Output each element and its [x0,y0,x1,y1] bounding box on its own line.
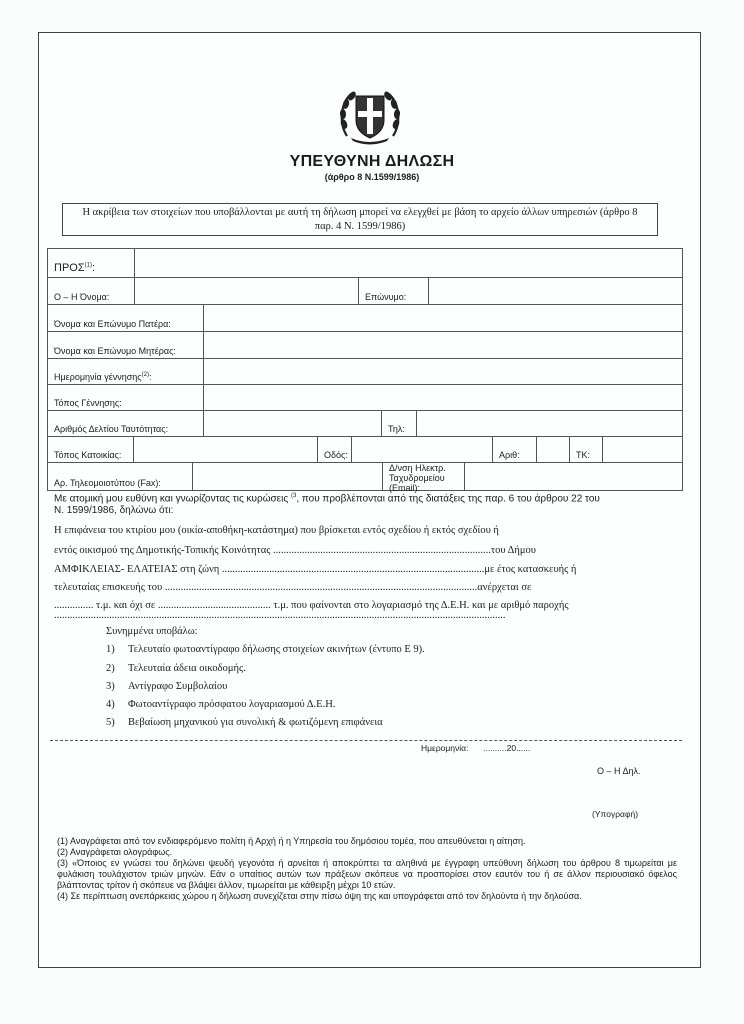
number-field[interactable] [536,436,570,463]
number-label: Αριθ: [499,450,520,460]
email-field[interactable] [464,462,683,491]
footnote-1: (1) Αναγράφεται από τον ενδιαφερόμενο πολίτη ή Αρχή ή η Υπηρεσία του δημόσιου τομέα, που απευθύνεται η αίτηση. [57,836,526,846]
birthplace-field[interactable] [203,384,683,411]
declaration-line: Η επιφάνεια του κτιρίου μου (οικία-αποθήκη-κατάστημα) που βρίσκεται εντός σχεδίου ή εκτός σχεδίου ή [54,525,499,536]
date-field[interactable]: ..........20...... [483,743,531,753]
verification-notice [62,203,658,236]
footnotes [57,836,677,902]
email-label: Δ/νση Ηλεκτρ. Ταχυδρομείου (Email): [389,463,446,493]
surname-label-cell [358,277,429,305]
declaration-line[interactable]: ΑΜΦΙΚΛΕΙΑΣ- ΕΛΑΤΕΙΑΣ στη ζώνη ....................................................................................................με έτος κατασκευής ή [54,564,577,575]
dashed-divider [50,740,682,741]
street-label-cell [317,436,352,463]
name-field[interactable] [134,277,359,305]
residence-field[interactable] [133,436,318,463]
postcode-label-cell [569,436,603,463]
declaration-line[interactable]: τελευταίας επισκευής του .......................................................................................................................ανέρχεται σε [54,582,532,593]
greek-coat-of-arms-icon [337,86,403,146]
attachment-item: 3) Αντίγραφο Συμβολαίου [106,681,228,692]
footnote-4: (4) Σε περίπτωση ανεπάρκειας χώρου η δήλωση συνεχίζεται στην πίσω όψη της και υπογράφεται από τον δηλούντα ή την δηλούσα. [57,891,582,901]
father-label: Όνομα και Επώνυμο Πατέρα: [54,319,171,329]
footnote-2: (2) Αναγράφεται ολογράφως. [57,847,173,857]
street-field[interactable] [351,436,493,463]
notice-line-2: παρ. 4 Ν. 1599/1986) [314,221,406,232]
father-field[interactable] [203,304,683,332]
declaration-line[interactable]: εντός οικισμού της Δημοτικής-Τοπικής Κοινότητας ...................................................................................του Δήμου [54,545,536,556]
birthplace-label-cell [47,384,204,411]
footnote-3: (3) «Όποιος εν γνώσει του δηλώνει ψευδή γεγονότα ή αρνείται ή αποκρύπτει τα αληθινά με έγγραφη υπεύθυνη δήλωση του άρθρου 8 τιμωρείται με φυλάκιση τουλάχιστον τριών μηνών. Εάν ο υπαίτιος αυτών των πράξεων σκόπευε να προσπορίσει στον εαυτόν του ή σε άλλον περιουσιακό όφελος βλάπτοντας τρίτον ή σκόπευε να βλάψει άλλον, τιμωρείται με κάθειρξη μέχρι 10 ετών. [57,858,677,890]
residence-label-cell [47,436,134,463]
fax-field[interactable] [192,462,383,491]
mother-label: Όνομα και Επώνυμο Μητέρας: [54,346,176,356]
surname-field[interactable] [428,277,683,305]
attachment-item: 4) Φωτοαντίγραφο πρόσφατου λογαριασμού Δ.Ε.Η. [106,699,336,710]
phone-label-cell [381,410,417,437]
id-field[interactable] [203,410,382,437]
fax-label: Αρ. Τηλεομοιοτύπου (Fax): [54,478,161,488]
pros-label-cell [47,248,135,278]
postcode-field[interactable] [602,436,683,463]
name-label-cell [47,277,135,305]
page-title: ΥΠΕΥΘΥΝΗ ΔΗΛΩΣΗ [289,153,455,170]
surname-label: Επώνυμο: [365,292,407,302]
attachment-item: 5) Βεβαίωση μηχανικού για συνολική & φωτιζόμενη επιφάνεια [106,717,383,728]
birthdate-field[interactable] [203,358,683,385]
attachment-item: 1) Τελευταίο φωτοαντίγραφο δήλωσης στοιχείων ακινήτων (έντυπο Ε 9). [106,644,425,655]
birthdate-label: Ημερομηνία γέννησης$^{(2)}$: [54,372,152,382]
fax-label-cell [47,462,193,491]
declaration-line[interactable]: ............... τ.μ. και όχι σε ........................................... τ.μ. που φαίνονται στο λογαριασμό της Δ.Ε.Η. και με αριθμό παροχής [54,600,569,611]
attachment-item: 2) Τελευταία άδεια οικοδομής. [106,663,246,674]
declaration-intro: Με ατομική μου ευθύνη και γνωρίζοντας τις κυρώσεις $^{(3}$, που προβλέπονται από της διατάξεις της παρ. 6 του άρθρου 22 του Ν. 1599/1986, δηλώνω ότι: [54,493,600,517]
mother-field[interactable] [203,331,683,359]
notice-line-1: Η ακρίβεια των στοιχείων που υποβάλλονται με αυτή τη δήλωση μπορεί να ελεγχθεί με βάση το αρχείο άλλων υπηρεσιών (άρθρο 8 [82,207,638,218]
street-label: Οδός: [324,450,348,460]
id-label: Αριθμός Δελτίου Ταυτότητας: [54,424,169,434]
postcode-label: ΤΚ: [576,450,591,460]
father-label-cell [47,304,204,332]
attachments-heading: Συνημμένα υποβάλω: [106,626,198,637]
date-label: Ημερομηνία: [421,743,469,753]
mother-label-cell [47,331,204,359]
signature-label[interactable]: (Υπογραφή) [592,809,639,819]
name-label: Ο – Η Όνομα: [54,292,110,302]
id-label-cell [47,410,204,437]
declarant-label: Ο – Η Δηλ. [597,766,641,776]
birthplace-label: Τόπος Γέννησης: [54,398,122,408]
pros-label: ΠΡΟΣ$^{(1)}$: [54,262,96,274]
declaration-line[interactable]: ............................................................................................................................................................................ [54,610,506,621]
pros-field[interactable] [134,248,683,278]
residence-label: Τόπος Κατοικίας: [54,450,122,460]
email-label-cell [382,462,465,491]
birthdate-label-cell [47,358,204,385]
phone-field[interactable] [416,410,683,437]
number-label-cell [492,436,537,463]
page-subtitle: (άρθρο 8 Ν.1599/1986) [324,172,420,182]
phone-label: Τηλ: [388,424,405,434]
